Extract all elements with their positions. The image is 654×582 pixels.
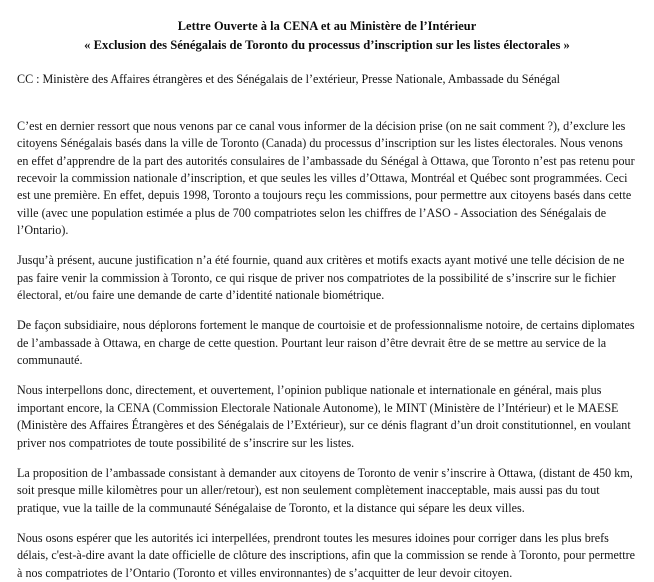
body-paragraph: C’est en dernier ressort que nous venons par ce canal vous informer de la décision prise (on ne sait comment ?), d’exclure les citoyens Sénégalais basés dans la ville de Toronto (Canada) du processus d’inscription sur les listes électorales. Nous venons en effet d’apprendre de la part des autorités consulaires de l’ambassade du Sénégal à Ottawa, que Toronto n’est pas retenu pour recevoir la commission nationale d’inscription, et que seules les villes d’Ottawa, Montréal et Québec sont programmées. Ceci est une première. En effet, depuis 1998, Toronto a toujours reçu les commissions, pour permettre aux citoyens basés dans cette ville (avec une population estimée a plus de 700 compatriotes selon les chiffres de l’ASO - Association des Sénégalais de l’Ontario). xyxy=(17,119,635,238)
body-paragraph: Nous interpellons donc, directement, et ouvertement, l’opinion publique nationale et internationale en général, mais plus important encore, la CENA (Commission Electorale Nationale Autonome), le MINT (Ministère de l’Intérieur) et le MAESE (Ministère des Affaires Étrangères et des Sénégalais de l’Extérieur), sur ce dénis flagrant d’un droit constitutionnel, en voulant priver nos compatriotes de toute possibilité de s’inscrire sur les listes. xyxy=(17,383,631,450)
document-title-line-1: Lettre Ouverte à la CENA et au Ministère de l’Intérieur xyxy=(177,19,477,33)
body-paragraph: Nous osons espérer que les autorités ici interpellées, prendront toutes les mesures idoines pour corriger dans les plus brefs délais, c'est-à-dire avant la date officielle de clôture des inscriptions, afin que la commission se rende à Toronto, pour permettre à nos compatriotes de l’Ontario (Toronto et villes environnantes) de s’acquitter de leur devoir citoyen. xyxy=(17,530,636,580)
body-paragraph: Jusqu’à présent, aucune justification n’a été fournie, quand aux critères et motifs exacts ayant motivé une telle décision de ne pas faire venir la commission à Toronto, ce qui risque de priver nos compatriotes de la possibilité de s’inscrire sur le fichier électoral, et/ou faire une demande de carte d’identité nationale biométrique. xyxy=(17,253,625,303)
document-header xyxy=(0,0,654,54)
document-body xyxy=(0,118,654,582)
cc-recipients-line: CC : Ministère des Affaires étrangères et des Sénégalais de l’extérieur, Presse Nationale, Ambassade du Sénégal xyxy=(17,72,561,86)
body-paragraph: La proposition de l’ambassade consistant à demander aux citoyens de Toronto de venir s’inscrire à Ottawa, (distant de 450 km, soit presque mille kilomètres pour un aller/retour), est non seulement complètement inacceptable, mais aussi pas du tout pratique, vue la taille de la communauté Sénégalaise de Toronto, et la distance qui sépare les deux villes. xyxy=(17,465,633,515)
body-paragraph: De façon subsidiaire, nous déplorons fortement le manque de courtoisie et de professionnalisme notoire, de certains diplomates de l’ambassade à Ottawa, en charge de cette question. Pourtant leur raison d’être devrait être de se mettre au service de la communauté. xyxy=(17,318,635,368)
document-title-line-2: « Exclusion des Sénégalais de Toronto du processus d’inscription sur les listes électorales » xyxy=(84,38,570,52)
